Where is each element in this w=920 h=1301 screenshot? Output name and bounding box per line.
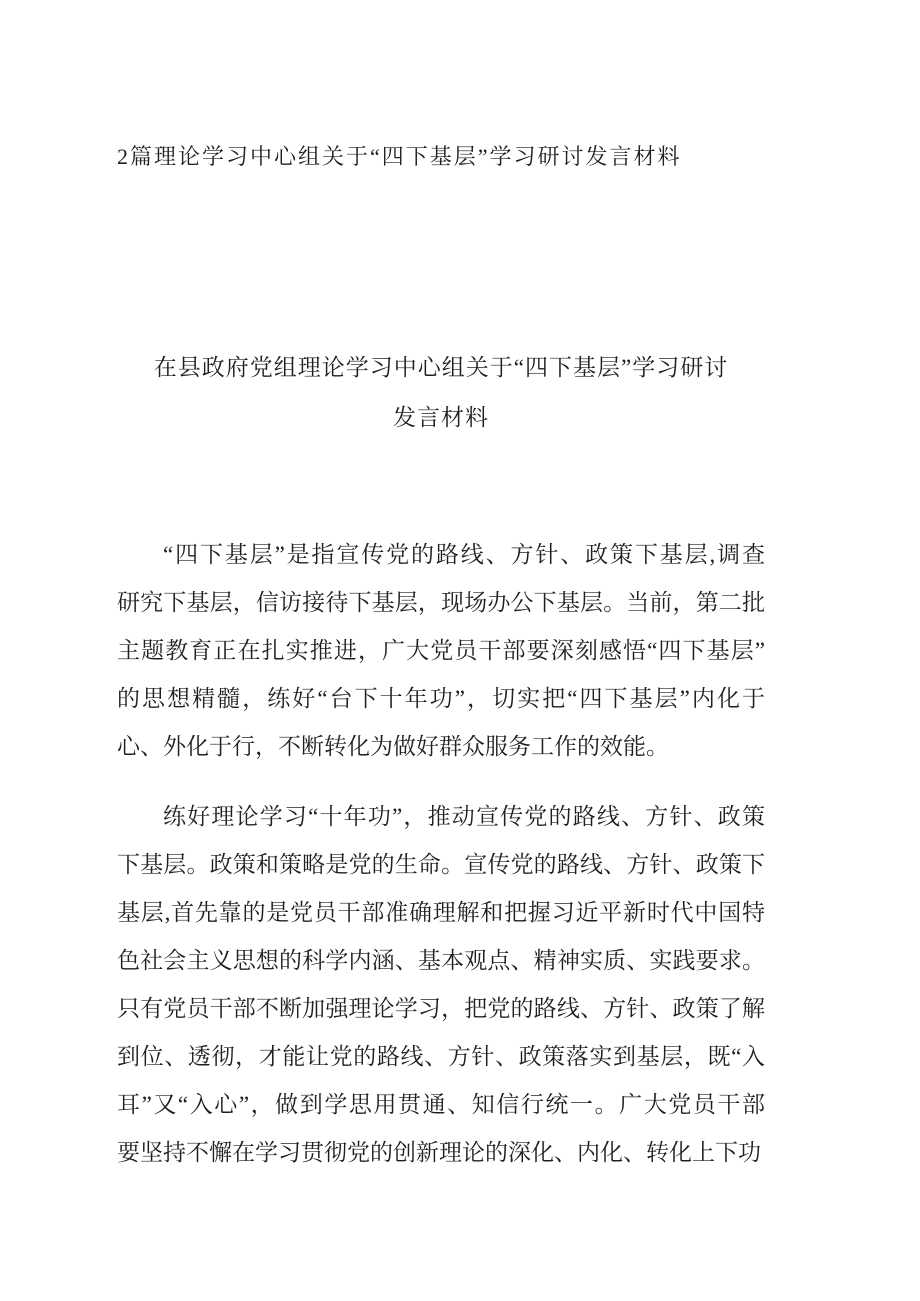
paragraph-line: 耳”又“入心”，做到学思用贯通、知信行统一。广大党员干部: [117, 1092, 765, 1117]
paragraph-line: 基层,首先靠的是党员干部准确理解和把握习近平新时代中国特: [117, 900, 765, 925]
paragraph-line: 研究下基层，信访接待下基层，现场办公下基层。当前，第二批: [117, 590, 765, 615]
paragraph-line: 的思想精髓，练好“台下十年功”，切实把“四下基层”内化于: [117, 686, 765, 711]
paragraph-line: 练好理论学习“十年功”，推动宣传党的路线、方针、政策: [163, 804, 765, 829]
document-title: 2篇理论学习中心组关于“四下基层”学习研讨发言材料: [117, 144, 682, 169]
paragraph-line: 到位、透彻，才能让党的路线、方针、政策落实到基层，既“入: [117, 1044, 765, 1069]
paragraph-line: 只有党员干部不断加强理论学习，把党的路线、方针、政策了解: [117, 996, 765, 1021]
section-heading: [117, 343, 765, 443]
section-heading-line-1: 在县政府党组理论学习中心组关于“四下基层”学习研讨: [153, 355, 729, 380]
paragraph-line: 色社会主义思想的科学内涵、基本观点、精神实质、实践要求。: [117, 948, 765, 973]
paragraph-line: “四下基层”是指宣传党的路线、方针、政策下基层,调查: [163, 542, 765, 567]
paragraph-line: 主题教育正在扎实推进，广大党员干部要深刻感悟“四下基层”: [117, 638, 765, 663]
paragraph: [117, 793, 765, 1177]
paragraph-line: 下基层。政策和策略是党的生命。宣传党的路线、方针、政策下: [117, 852, 765, 877]
document-body: [117, 531, 765, 1177]
paragraph-line: 要坚持不懈在学习贯彻党的创新理论的深化、内化、转化上下功: [117, 1140, 761, 1165]
paragraph: [117, 531, 765, 771]
section-heading-line-2: 发言材料: [393, 405, 489, 430]
paragraph-line: 心、外化于行，不断转化为做好群众服务工作的效能。: [117, 734, 669, 759]
